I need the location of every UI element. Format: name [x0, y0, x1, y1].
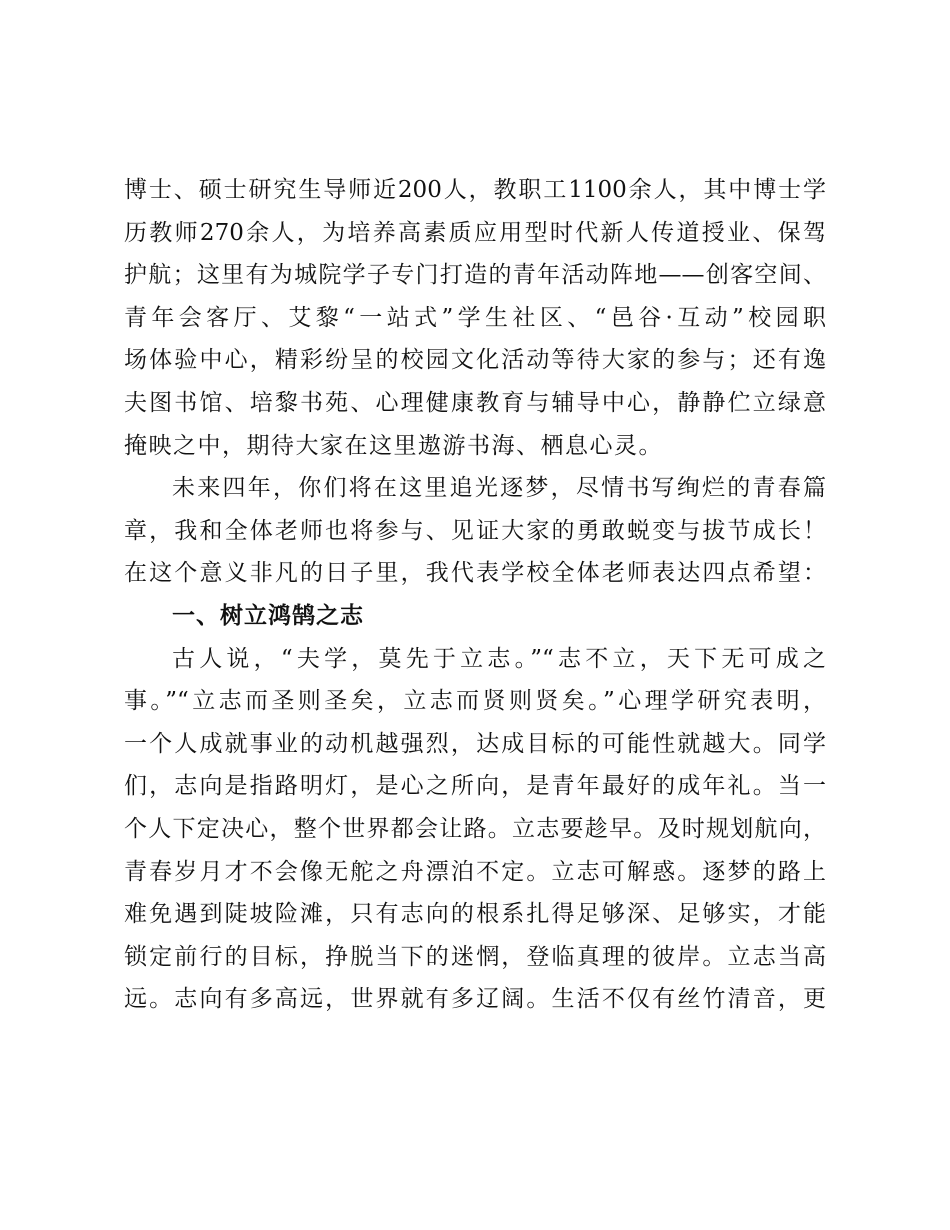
text-line: 掩映之中，期待大家在这里遨游书海、栖息心灵。 [124, 432, 663, 459]
text-line: 们，志向是指路明灯，是心之所向，是青年最好的成年礼。当一 [124, 773, 826, 800]
text-line: 锁定前行的目标，挣脱当下的迷惘，登临真理的彼岸。立志当高 [124, 943, 826, 970]
text-line: 远。志向有多高远，世界就有多辽阔。生活不仅有丝竹清音，更 [124, 986, 826, 1013]
text-line: 章，我和全体老师也将参与、见证大家的勇敢蜕变与拔节成长！ [124, 517, 826, 544]
text-line: 历教师270余人，为培养高素质应用型时代新人传道授业、保驾 [124, 219, 826, 246]
text-line: 一个人成就事业的动机越强烈，达成目标的可能性就越大。同学 [124, 730, 826, 757]
text-line: 未来四年，你们将在这里追光逐梦，尽情书写绚烂的青春篇 [172, 475, 826, 502]
text-line: 博士、硕士研究生导师近200人，教职工1100余人，其中博士学 [124, 177, 826, 203]
text-line: 夫图书馆、培黎书苑、心理健康教育与辅导中心，静静伫立绿意 [124, 389, 826, 416]
body-text [124, 169, 826, 1021]
section-heading: 一、树立鸿鹄之志 [172, 602, 364, 629]
text-line: 护航；这里有为城院学子专门打造的青年活动阵地——创客空间、 [124, 262, 826, 289]
text-line: 个人下定决心，整个世界都会让路。立志要趁早。及时规划航向， [124, 815, 826, 842]
text-line: 难免遇到陡坡险滩，只有志向的根系扎得足够深、足够实，才能 [124, 901, 826, 928]
text-line: 青年会客厅、艾黎“一站式”学生社区、“邑谷·互动”校园职 [124, 304, 826, 331]
text-line: 事。”“立志而圣则圣矣，立志而贤则贤矣。”心理学研究表明， [124, 688, 826, 715]
text-line: 在这个意义非凡的日子里，我代表学校全体老师表达四点希望： [124, 560, 826, 587]
text-line: 场体验中心，精彩纷呈的校园文化活动等待大家的参与；还有逸 [124, 347, 826, 374]
text-line: 古人说，“夫学，莫先于立志。”“志不立，天下无可成之 [172, 645, 826, 672]
text-line: 青春岁月才不会像无舵之舟漂泊不定。立志可解惑。逐梦的路上 [124, 858, 826, 885]
